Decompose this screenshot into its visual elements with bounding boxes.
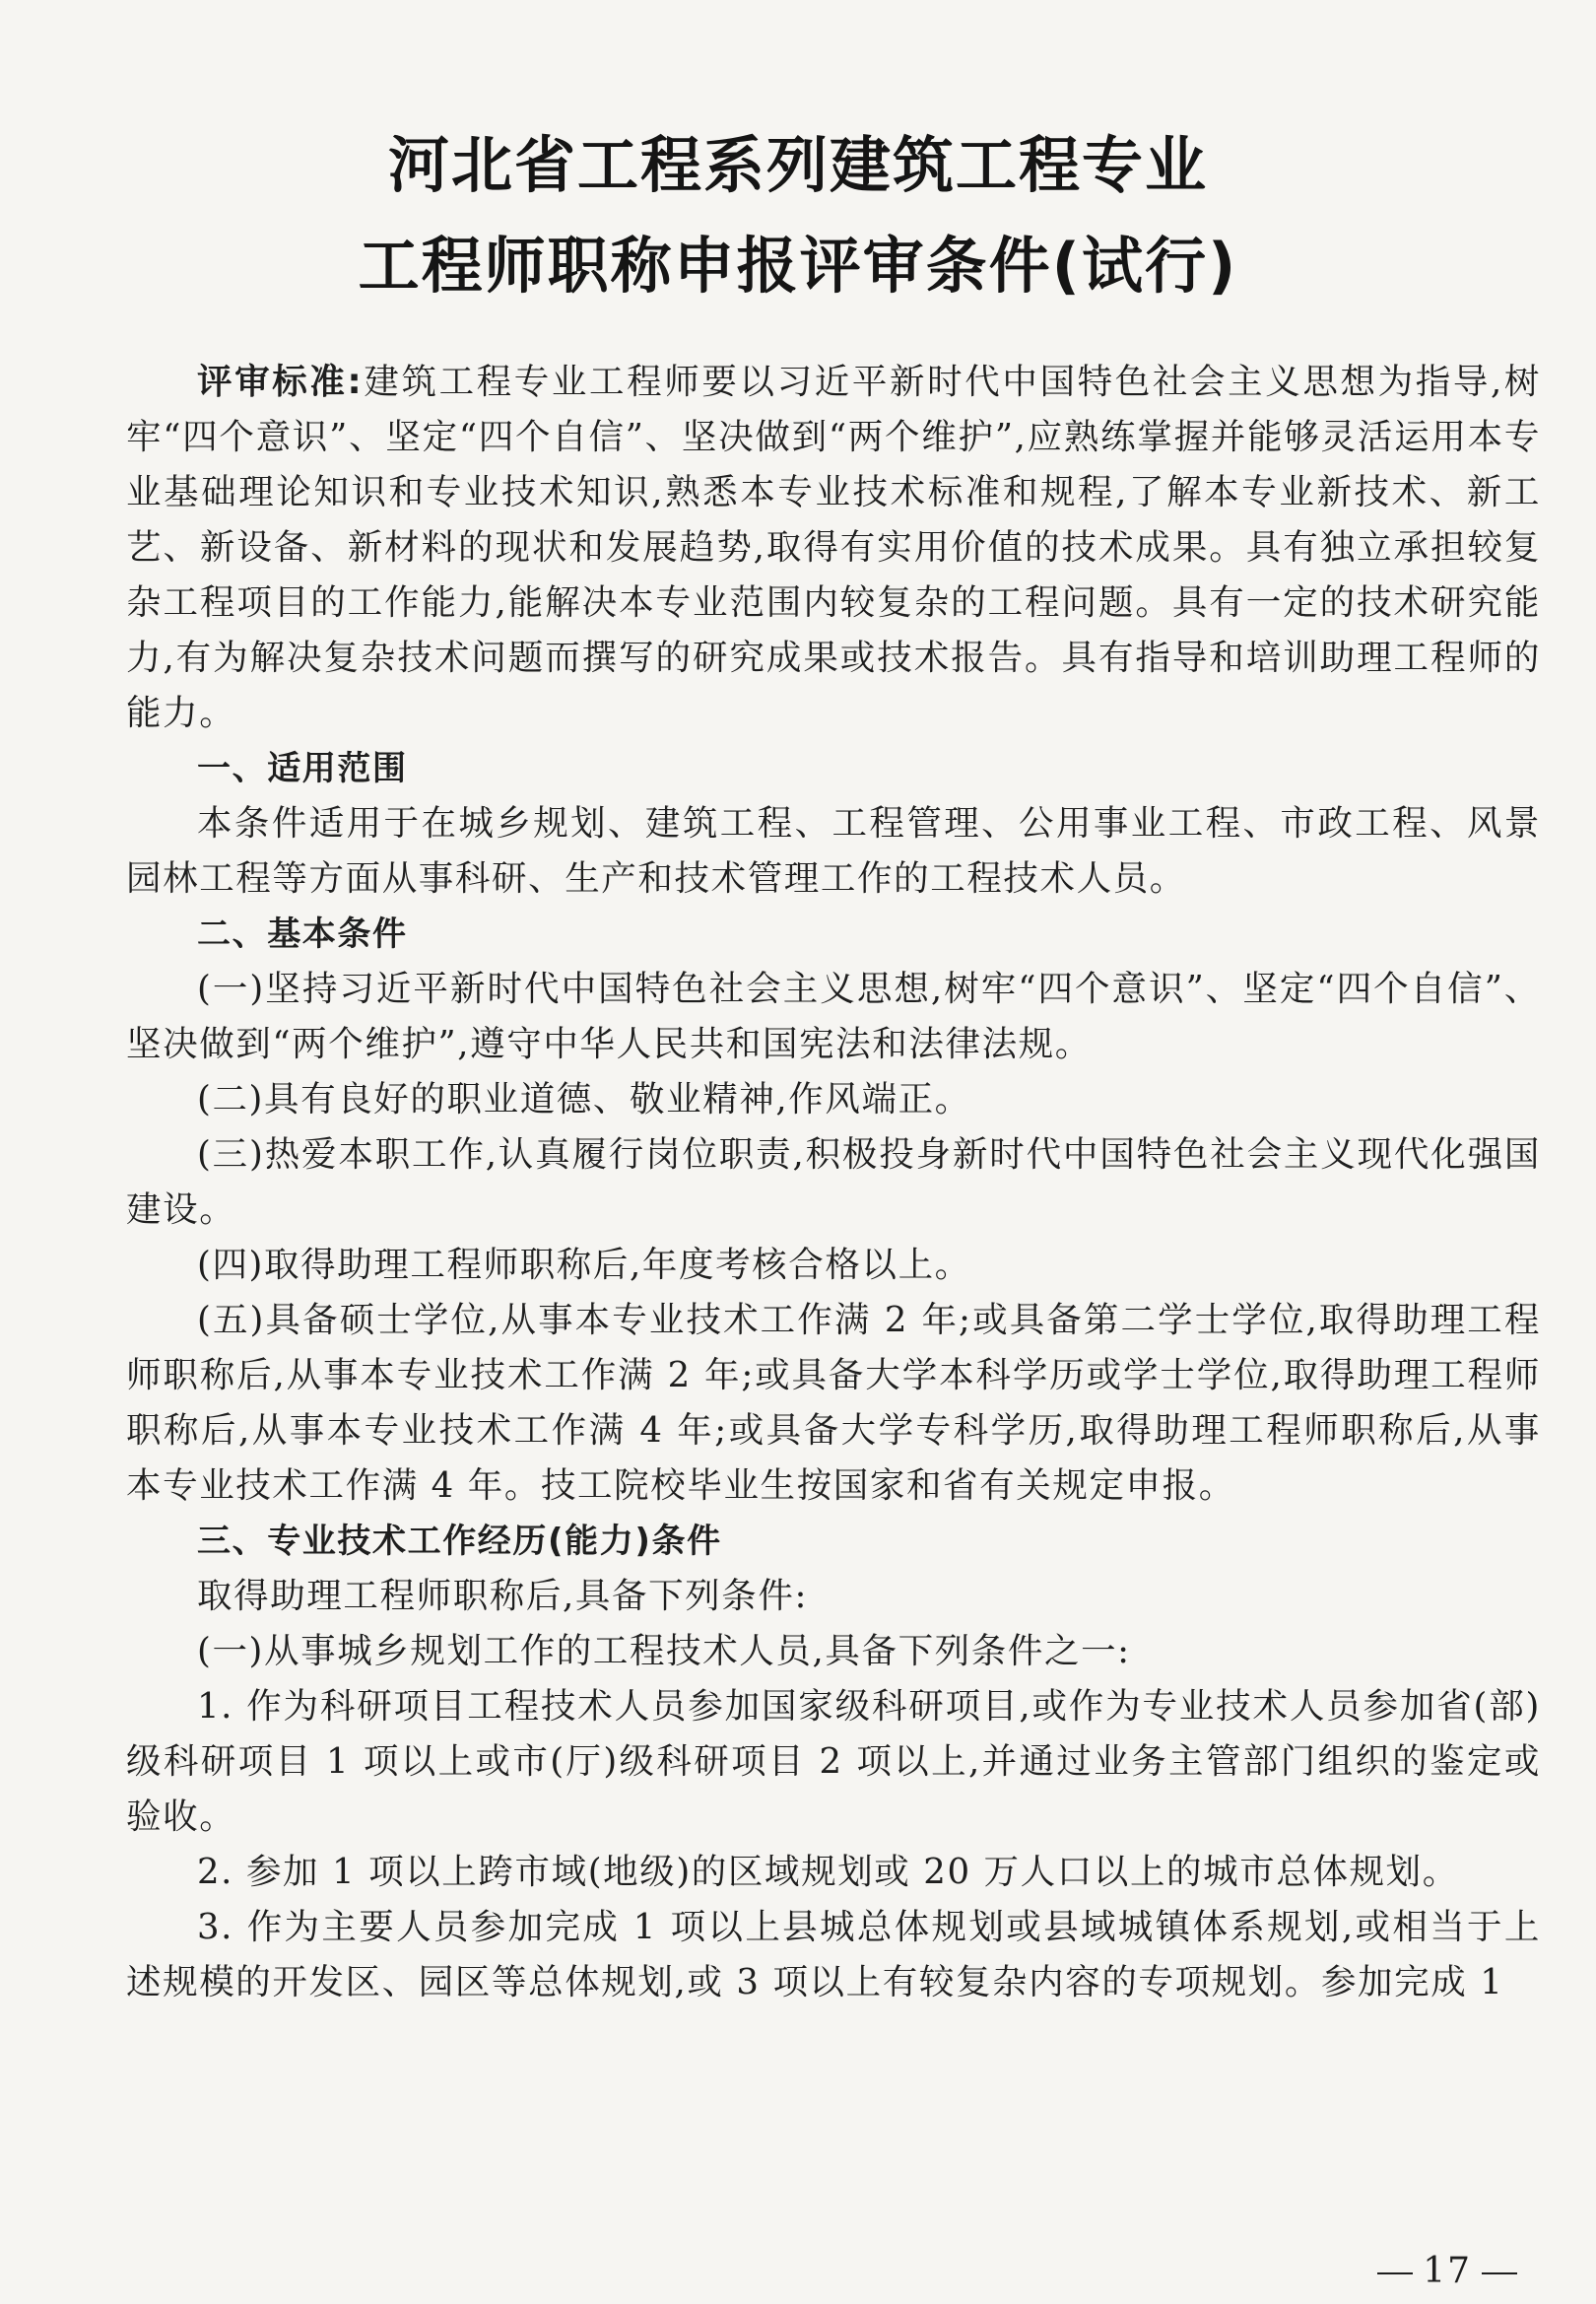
paragraph: 本条件适用于在城乡规划、建筑工程、工程管理、公用事业工程、市政工程、风景园林工程等方面从事科研、生产和技术管理工作的工程技术人员。 (126, 803, 1541, 899)
paragraph: (一)坚持习近平新时代中国特色社会主义思想,树牢“四个意识”、坚定“四个自信”、坚决做到“两个维护”,遵守中华人民共和国宪法和法律法规。 (126, 969, 1541, 1064)
intro-paragraph (126, 355, 1541, 741)
paragraph: (五)具备硕士学位,从事本专业技术工作满 2 年;或具备第二学士学位,取得助理工程师职称后,从事本专业技术工作满 2 年;或具备大学本科学历或学士学位,取得助理工程师职称后,从事本专业技术工作满 4 年;或具备大学专科学历,取得助理工程师职称后,从事本专业技术工作满 4 年。技工院校毕业生按国家和省有关规定申报。 (126, 1300, 1541, 1506)
page-number-dash-left (1377, 2272, 1413, 2274)
paragraph: (四)取得助理工程师职称后,年度考核合格以上。 (197, 1245, 971, 1285)
paragraph: 3. 作为主要人员参加完成 1 项以上县城总体规划或县域城镇体系规划,或相当于上述规模的开发区、园区等总体规划,或 3 项以上有较复杂内容的专项规划。参加完成 1 (126, 1907, 1541, 2002)
section-heading-basic-conditions: 二、基本条件 (197, 915, 408, 954)
intro-text: 建筑工程专业工程师要以习近平新时代中国特色社会主义思想为指导,树牢“四个意识”、坚定“四个自信”、坚决做到“两个维护”,应熟练掌握并能够灵活运用本专业基础理论知识和专业技术知识,熟悉本专业技术标准和规程,了解本专业新技术、新工艺、新设备、新材料的现状和发展趋势,取得有实用价值的技术成果。具有独立承担较复杂工程项目的工作能力,能解决本专业范围内较复杂的工程问题。具有一定的技术研究能力,有为解决复杂技术问题而撰写的研究成果或技术报告。具有指导和培训助理工程师的能力。 (126, 362, 1541, 733)
section-heading-scope: 一、适用范围 (197, 749, 408, 788)
page-number-dash-right (1482, 2272, 1517, 2274)
paragraph: (一)从事城乡规划工作的工程技术人员,具备下列条件之一: (197, 1631, 1131, 1671)
paragraph: 1. 作为科研项目工程技术人员参加国家级科研项目,或作为专业技术人员参加省(部)级科研项目 1 项以上或市(厅)级科研项目 2 项以上,并通过业务主管部门组织的鉴定或验收。 (126, 1686, 1541, 1837)
intro-lead: 评审标准: (197, 362, 364, 402)
page-number (1367, 2251, 1527, 2291)
paragraph: (二)具有良好的职业道德、敬业精神,作风端正。 (197, 1079, 971, 1119)
paragraph: 取得助理工程师职称后,具备下列条件: (197, 1576, 809, 1616)
section-heading-work-experience: 三、专业技术工作经历(能力)条件 (197, 1522, 722, 1561)
page-number-value: 17 (1423, 2251, 1472, 2291)
document-title-line-2: 工程师职称申报评审条件(试行) (358, 230, 1238, 302)
paragraph: (三)热爱本职工作,认真履行岗位职责,积极投身新时代中国特色社会主义现代化强国建设。 (126, 1134, 1541, 1230)
document-body (126, 355, 1541, 2010)
paragraph: 2. 参加 1 项以上跨市域(地级)的区域规划或 20 万人口以上的城市总体规划。 (197, 1852, 1459, 1892)
document-title-line-1: 河北省工程系列建筑工程专业 (387, 129, 1208, 201)
